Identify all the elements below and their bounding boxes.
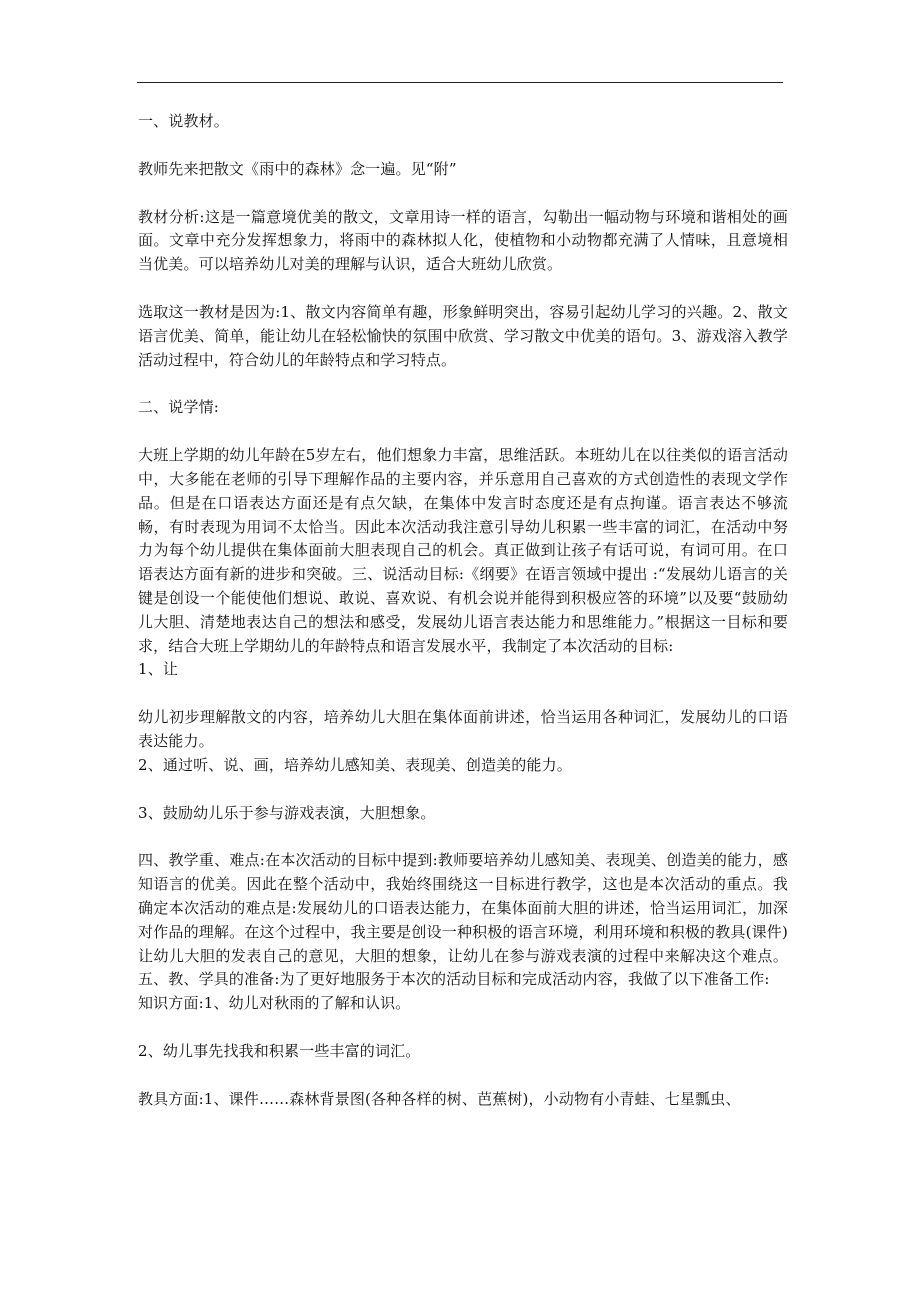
paragraph-reading: 教师先来把散文《雨中的森林》念一遍。见“附” (138, 159, 457, 178)
paragraph-learners: 大班上学期的幼儿年龄在5岁左右，他们想象力丰富，思维活跃。本班幼儿在以往类似的语言活动中，大多能在老师的引导下理解作品的主要内容，并乐意用自己喜欢的方式创造性的表现文学作品。但是在口语表达方面还是有点欠缺，在集体中发言时态度还是有点拘谨。语言表达不够流畅，有时表现为用词不太恰当。因此本次活动我注意引导幼儿积累一些丰富的词汇，在活动中努力为每个幼儿提供在集体面前大胆表现自己的机会。真正做到让孩子有话可说，有词可用。在口语表达方面有新的进步和突破。三、说活动目标:《纲要》在语言领域中提出 :“发展幼儿语言的关键是创设一个能使他们想说、敢说、喜欢说、有机会说并能得到积极应答的环境”以及要“鼓励幼儿大胆、清楚地表达自己的想法和感受，发展幼儿语言表达能力和思维能力。”根据这一目标和要求，结合大班上学期幼儿的年龄特点和语言发展水平，我制定了本次活动的目标: (138, 446, 788, 655)
list-item-knowledge-2: 2、幼儿事先找我和积累一些丰富的词汇。 (138, 1041, 421, 1060)
paragraph-material-reasons: 选取这一教材是因为:1、散文内容简单有趣，形象鲜明突出，容易引起幼儿学习的兴趣。2、散文语言优美、简单，能让幼儿在轻松愉快的氛围中欣赏、学习散文中优美的语句。3、游戏溶入教学活动过程中，符合幼儿的年龄特点和学习特点。 (138, 302, 788, 369)
document-body (138, 110, 788, 1136)
paragraph-material-analysis: 教材分析:这是一篇意境优美的散文，文章用诗一样的语言，勾勒出一幅动物与环境和谐相处的画面。文章中充分发挥想象力，将雨中的森林拟人化，使植物和小动物都充满了人情味，且意境相当优美。可以培养幼儿对美的理解与认识，适合大班幼儿欣赏。 (138, 207, 788, 274)
list-item-goal-3: 3、鼓励幼儿乐于参与游戏表演，大胆想象。 (138, 803, 436, 822)
section-heading-learners: 二、说学情: (138, 398, 219, 417)
paragraph-goal-1: 幼儿初步理解散文的内容，培养幼儿大胆在集体面前讲述，恰当运用各种词汇，发展幼儿的口语表达能力。 (138, 708, 788, 750)
paragraph-teaching-aids: 教具方面:1、课件……森林背景图(各种各样的树、芭蕉树)，小动物有小青蛙、七星瓢虫、 (138, 1089, 741, 1108)
paragraph-key-points: 四、教学重、难点:在本次活动的目标中提到:教师要培养幼儿感知美、表现美、创造美的能力，感知语言的优美。因此在整个活动中，我始终围绕这一目标进行教学，这也是本次活动的重点。我确定本次活动的难点是:发展幼儿的口语表达能力，在集体面前大胆的讲述，恰当运用词汇，加深对作品的理解。在这个过程中，我主要是创设一种积极的语言环境，利用环境和积极的教具(课件)让幼儿大胆的发表自己的意见，大胆的想象，让幼儿在参与游戏表演的过程中来解决这个难点。五、教、学具的准备:为了更好地服务于本次的活动目标和完成活动内容，我做了以下准备工作: (138, 851, 788, 989)
list-item-knowledge-1: 知识方面:1、幼儿对秋雨的了解和认识。 (138, 994, 411, 1013)
list-item-goal-2: 2、通过听、说、画，培养幼儿感知美、表现美、创造美的能力。 (138, 755, 572, 774)
header-rule (137, 82, 783, 83)
list-item-goal-1-start: 1、让 (138, 660, 178, 679)
section-heading-materials: 一、说教材。 (138, 112, 229, 130)
